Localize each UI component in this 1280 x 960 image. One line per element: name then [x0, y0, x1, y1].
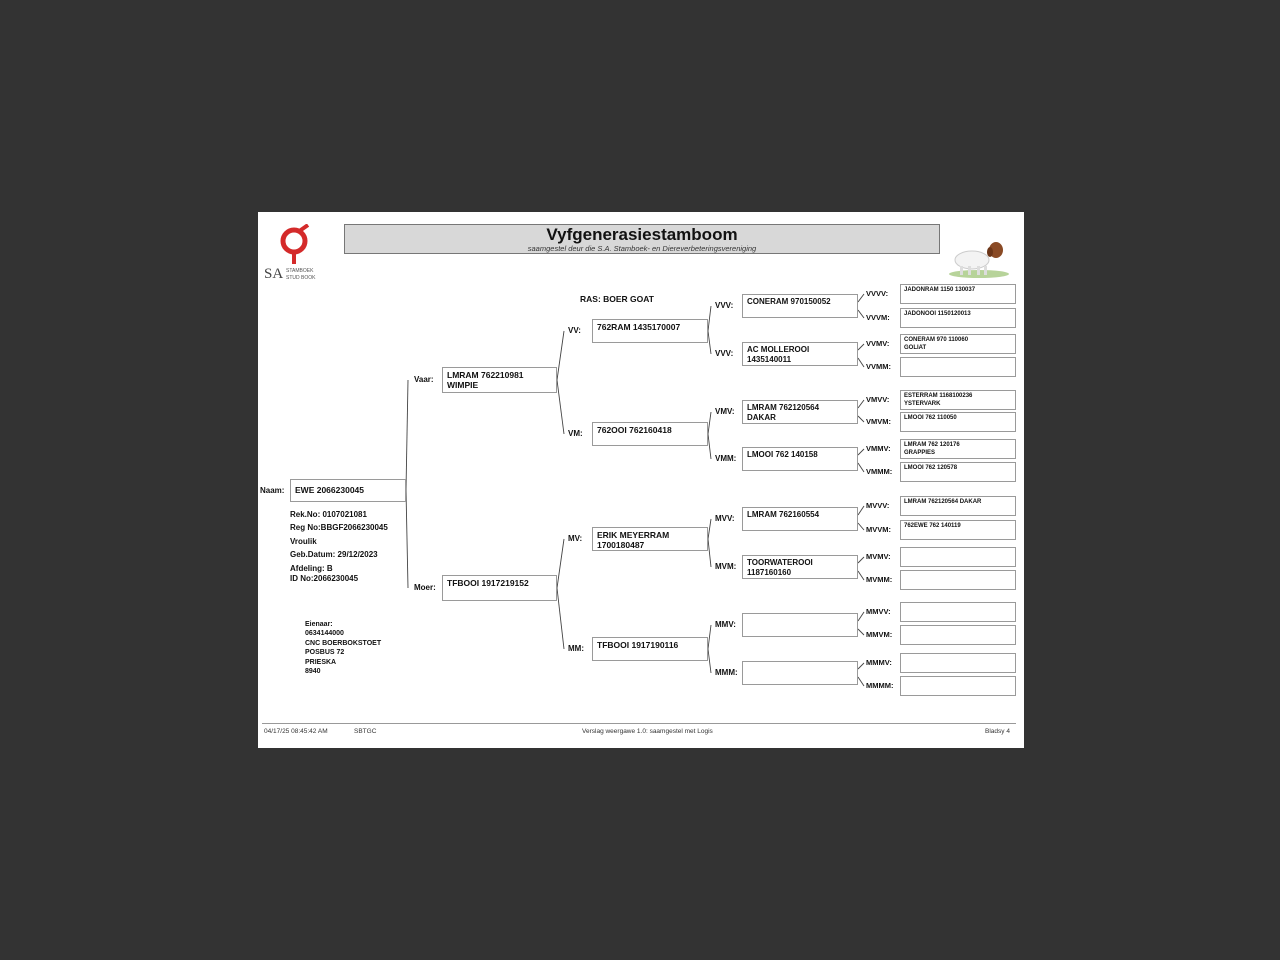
gen3-grandparent-box: [592, 637, 708, 661]
gen3-grandparent-box: [592, 422, 708, 446]
gen4-ancestor-label: VVV:: [715, 349, 734, 358]
gen5-ancestor-label: MVVM:: [866, 525, 891, 534]
connector-line: [858, 449, 864, 455]
subject-sex: Vroulik: [290, 537, 317, 546]
gen5-ancestor-box: [900, 439, 1016, 459]
gen5-ancestor-label: VMVM:: [866, 417, 891, 426]
logo-sa-text: SA: [264, 266, 284, 282]
gen2-parent-name-line2: WIMPIE: [447, 380, 479, 390]
connector-line: [858, 310, 864, 318]
gen5-ancestor-name-line1: LMOOI 762 120578: [904, 465, 958, 471]
breed-label: RAS: BOER GOAT: [580, 294, 654, 304]
gen5-ancestor-box: [900, 570, 1016, 590]
gen4-ancestor-label: VMV:: [715, 407, 735, 416]
gen5-ancestor-label: VVMV:: [866, 339, 890, 348]
gen5-ancestor-label: MMMM:: [866, 681, 894, 690]
gen4-ancestor-label: VVV:: [715, 301, 734, 310]
gen5-ancestor-label: MVMV:: [866, 552, 891, 561]
gen5-ancestor-box: [900, 676, 1016, 696]
gen2-parent-name-line1: TFBOOI 1917219152: [447, 578, 529, 588]
connector-line: [858, 344, 864, 350]
gen5-ancestor-label: VMVV:: [866, 395, 890, 404]
connector-line: [708, 625, 711, 649]
connector-line: [708, 412, 711, 434]
connector-line: [858, 677, 864, 686]
connector-line: [708, 434, 711, 459]
footer-datetime: 04/17/25 08:45:42 AM: [264, 728, 328, 735]
subject-label: Naam:: [260, 486, 285, 495]
gen3-grandparent-name-line1: 762OOI 762160418: [597, 425, 672, 435]
gen3-grandparent-box: [592, 527, 708, 551]
gen5-ancestor-name-line2: GRAPPIES: [904, 450, 936, 456]
gen3-grandparent-label: VM:: [568, 429, 583, 438]
gen5-ancestor-label: VVMM:: [866, 362, 891, 371]
logo-sub1: STAMBOEK: [286, 268, 314, 274]
footer-code: SBTGC: [354, 728, 377, 735]
gen5-ancestor-label: VVVM:: [866, 313, 890, 322]
gen5-ancestor-label: MVVV:: [866, 501, 890, 510]
connector-line: [858, 523, 864, 530]
gen4-ancestor-box: [742, 294, 858, 318]
owner-label: Eienaar:: [305, 621, 333, 628]
gen2-parent-label: Vaar:: [414, 375, 434, 384]
connector-line: [557, 539, 564, 588]
gen5-ancestor-box: [900, 625, 1016, 645]
connector-line: [557, 380, 564, 434]
gen5-ancestor-name-line2: GOLIAT: [904, 345, 927, 351]
subject-name: EWE 2066230045: [295, 485, 364, 495]
gen4-ancestor-label: VMM:: [715, 454, 737, 463]
owner-postal-code: 8940: [305, 668, 321, 675]
subject-reg-no: Reg No:BBGF2066230045: [290, 523, 388, 532]
connector-line: [557, 588, 564, 649]
gen4-ancestor-box: [742, 447, 858, 471]
gen3-grandparent-label: MM:: [568, 644, 584, 653]
gen4-ancestor-label: MMV:: [715, 620, 736, 629]
gen5-ancestor-name-line1: ESTERRAM 1168100236: [904, 393, 973, 399]
gen5-ancestor-box: [900, 334, 1016, 354]
connector-line: [858, 557, 864, 563]
gen5-ancestor-box: [900, 520, 1016, 540]
gen2-parent-name-line1: LMRAM 762210981: [447, 370, 524, 380]
gen5-ancestor-label: VVVV:: [866, 289, 889, 298]
gen4-ancestor-label: MMM:: [715, 668, 738, 677]
gen5-ancestor-label: MMMV:: [866, 658, 892, 667]
gen3-grandparent-name-line1: ERIK MEYERRAM: [597, 530, 670, 540]
owner-address1: POSBUS 72: [305, 649, 345, 656]
gen5-ancestor-name-line1: 762EWE 762 140119: [904, 523, 961, 529]
connector-line: [708, 649, 711, 673]
subject-division: Afdeling: B: [290, 564, 333, 573]
connector-subject-sire: [406, 380, 408, 490]
gen5-ancestor-box: [900, 496, 1016, 516]
gen5-ancestor-name-line1: CONERAM 970 110060: [904, 337, 969, 343]
footer-divider: [262, 723, 1016, 724]
gen4-ancestor-box: [742, 507, 858, 531]
gen3-grandparent-name-line2: 1700180487: [597, 540, 645, 550]
gen5-ancestor-box: [900, 390, 1016, 410]
gen5-ancestor-label: MMVM:: [866, 630, 893, 639]
page-title: Vyfgenerasiestamboom: [546, 225, 738, 244]
gen4-ancestor-name-line1: TOORWATEROOI: [747, 558, 813, 567]
footer-page: Bladsy 4: [985, 728, 1010, 735]
connector-line: [858, 571, 864, 580]
gen5-ancestor-label: VMMV:: [866, 444, 891, 453]
subject-box: [290, 479, 406, 502]
connector-line: [858, 294, 864, 302]
gen2-parent-box: [442, 575, 557, 601]
connector-line: [858, 663, 864, 669]
gen5-ancestor-name-line1: JADONOOI 1150120013: [904, 311, 971, 317]
gen4-ancestor-box: [742, 555, 858, 579]
logo-sub2: STUD BOOK: [286, 275, 316, 281]
gen4-ancestor-name-line1: CONERAM 970150052: [747, 297, 831, 306]
connector-subject-dam: [406, 490, 408, 588]
connector-line: [708, 331, 711, 354]
gen3-grandparent-label: MV:: [568, 534, 583, 543]
gen3-grandparent-box: [592, 319, 708, 343]
gen4-ancestor-name-line1: LMOOI 762 140158: [747, 450, 818, 459]
connector-line: [858, 358, 864, 367]
connector-line: [858, 629, 864, 635]
gen4-ancestor-name-line1: LMRAM 762160554: [747, 510, 820, 519]
gen4-ancestor-label: MVM:: [715, 562, 737, 571]
gen5-ancestor-box: [900, 547, 1016, 567]
page-subtitle: saamgestel deur die S.A. Stamboek- en Diereverbeteringsvereniging: [527, 244, 757, 253]
gen3-grandparent-name-line1: 762RAM 1435170007: [597, 322, 681, 332]
pedigree-sheet: [258, 212, 1024, 748]
gen4-ancestor-name-line2: 1435140011: [747, 355, 792, 364]
gen5-ancestor-box: [900, 602, 1016, 622]
gen5-ancestor-box: [900, 284, 1016, 304]
subject-rek-no: Rek.No: 0107021081: [290, 510, 367, 519]
gen5-ancestor-box: [900, 308, 1016, 328]
gen5-ancestor-name-line1: LMRAM 762 120176: [904, 442, 960, 448]
connector-line: [858, 416, 864, 422]
gen5-ancestor-name-line1: LMRAM 762120564 DAKAR: [904, 499, 982, 505]
gen4-ancestor-name-line1: AC MOLLEROOI: [747, 345, 810, 354]
connector-line: [557, 331, 564, 380]
gen3-grandparent-label: VV:: [568, 326, 581, 335]
gen5-ancestor-box: [900, 462, 1016, 482]
gen5-ancestor-box: [900, 412, 1016, 432]
connector-line: [708, 306, 711, 331]
gen4-ancestor-name-line1: LMRAM 762120564: [747, 403, 820, 412]
owner-name: CNC BOERBOKSTOET: [305, 640, 382, 647]
subject-id-no: ID No:2066230045: [290, 574, 359, 583]
connector-line: [858, 612, 864, 621]
gen4-ancestor-box: [742, 342, 858, 366]
gen5-ancestor-name-line1: JADONRAM 1150 130037: [904, 287, 976, 293]
footer-note: Verslag weergawe 1.0: saamgestel met Logis: [582, 728, 713, 735]
gen4-ancestor-box: [742, 661, 858, 685]
owner-address2: PRIESKA: [305, 659, 337, 666]
gen4-ancestor-name-line2: 1187160160: [747, 568, 792, 577]
gen5-ancestor-box: [900, 357, 1016, 377]
gen5-ancestor-label: MMVV:: [866, 607, 891, 616]
gen4-ancestor-label: MVV:: [715, 514, 735, 523]
connector-line: [858, 463, 864, 472]
connector-line: [858, 400, 864, 408]
gen4-ancestor-name-line2: DAKAR: [747, 413, 776, 422]
gen5-ancestor-name-line2: YSTERVARK: [904, 401, 941, 407]
connector-line: [708, 519, 711, 539]
connector-line: [708, 539, 711, 567]
gen4-ancestor-box: [742, 400, 858, 424]
gen2-parent-box: [442, 367, 557, 393]
connector-line: [858, 506, 864, 515]
gen5-ancestor-label: VMMM:: [866, 467, 893, 476]
subject-dob: Geb.Datum: 29/12/2023: [290, 550, 378, 559]
gen4-ancestor-box: [742, 613, 858, 637]
gen3-grandparent-name-line1: TFBOOI 1917190116: [597, 640, 679, 650]
gen5-ancestor-name-line1: LMOOI 762 110050: [904, 415, 957, 421]
gen2-parent-label: Moer:: [414, 583, 436, 592]
gen5-ancestor-label: MVMM:: [866, 575, 893, 584]
owner-number: 0634144000: [305, 630, 344, 637]
gen5-ancestor-box: [900, 653, 1016, 673]
